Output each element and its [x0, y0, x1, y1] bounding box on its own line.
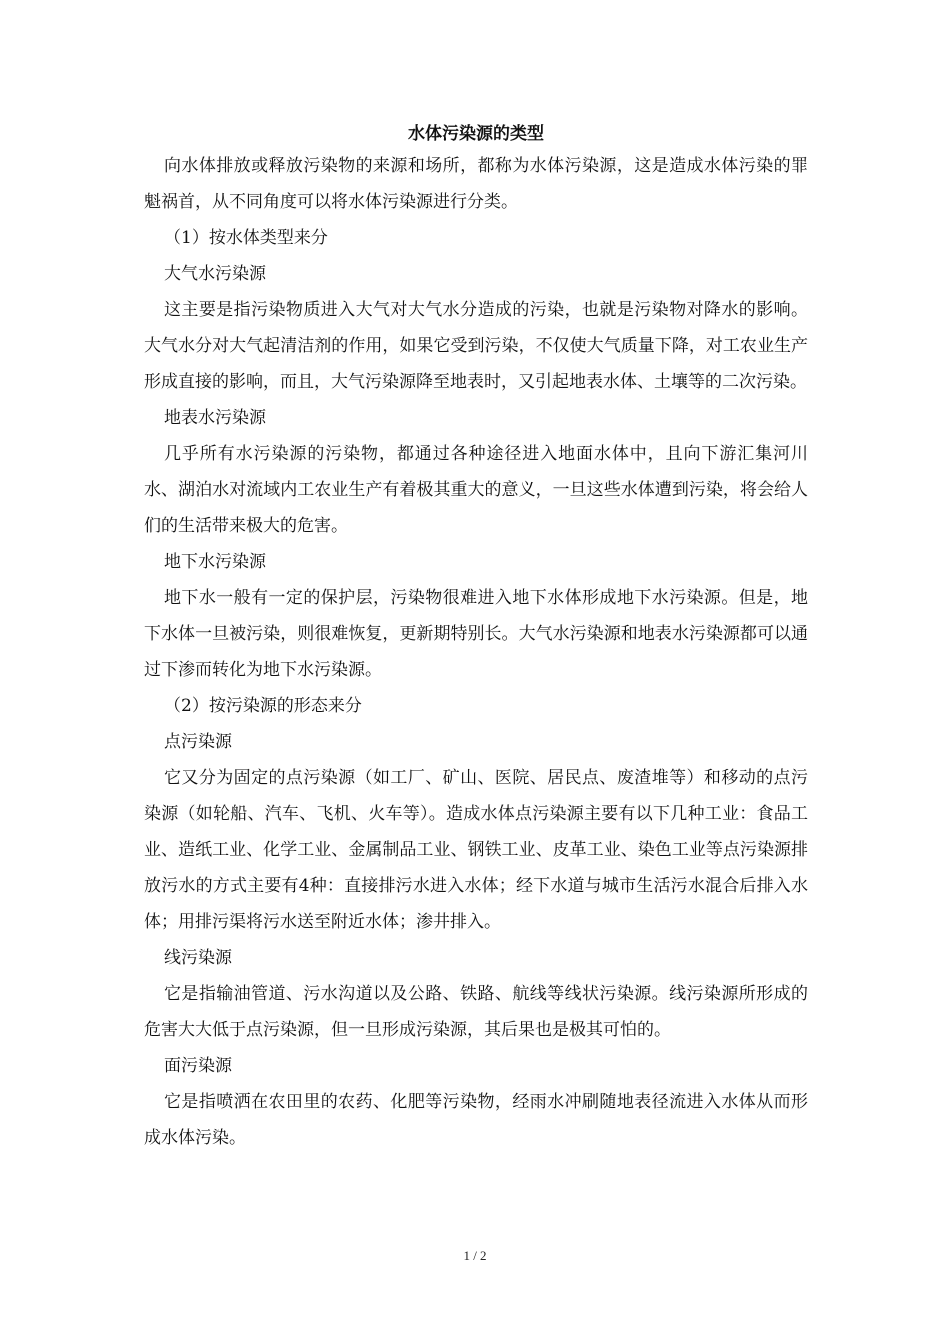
paragraph-atmospheric-water: 这主要是指污染物质进入大气对大气水分造成的污染，也就是污染物对降水的影响。大气水分对大气起清洁剂的作用，如果它受到污染，不仅使大气质量下降，对工农业生产形成直接的影响，而且，大气污染源降至地表时，又引起地表水体、土壤等的二次污染。	[144, 300, 808, 392]
subheading-groundwater: 地下水污染源	[164, 552, 266, 572]
subheading-surface-water: 地表水污染源	[164, 408, 266, 428]
document-body	[144, 120, 808, 1156]
subheading-line-source: 线污染源	[164, 948, 232, 968]
page-number: 1 / 2	[463, 1248, 487, 1263]
paragraph-surface-water: 几乎所有水污染源的污染物，都通过各种途径进入地面水体中，且向下游汇集河川水、湖泊水对流域内工农业生产有着极其重大的意义，一旦这些水体遭到污染，将会给人们的生活带来极大的危害。	[144, 444, 808, 536]
paragraph-line-source: 它是指输油管道、污水沟道以及公路、铁路、航线等线状污染源。线污染源所形成的危害大大低于点污染源，但一旦形成污染源，其后果也是极其可怕的。	[144, 984, 808, 1040]
paragraph-groundwater: 地下水一般有一定的保护层，污染物很难进入地下水体形成地下水污染源。但是，地下水体一旦被污染，则很难恢复，更新期特别长。大气水污染源和地表水污染源都可以通过下渗而转化为地下水污染源。	[144, 588, 808, 680]
paragraph-area-source: 它是指喷洒在农田里的农药、化肥等污染物，经雨水冲刷随地表径流进入水体从而形成水体污染。	[144, 1092, 808, 1148]
section-heading-source-form: （2）按污染源的形态来分	[164, 696, 362, 716]
subheading-area-source: 面污染源	[164, 1056, 232, 1076]
section-heading-water-type: （1）按水体类型来分	[164, 228, 328, 248]
document-title: 水体污染源的类型	[408, 124, 544, 144]
paragraph-point-source: 它又分为固定的点污染源（如工厂、矿山、医院、居民点、废渣堆等）和移动的点污染源（如轮船、汽车、飞机、火车等）。造成水体点污染源主要有以下几种工业：食品工业、造纸工业、化学工业、金属制品工业、钢铁工业、皮革工业、染色工业等点污染源排放污水的方式主要有4种：直接排污水进入水体；经下水道与城市生活污水混合后排入水体；用排污渠将污水送至附近水体；渗井排入。	[144, 768, 808, 932]
subheading-point-source: 点污染源	[164, 732, 232, 752]
paragraph-intro: 向水体排放或释放污染物的来源和场所，都称为水体污染源，这是造成水体污染的罪魁祸首，从不同角度可以将水体污染源进行分类。	[144, 156, 808, 212]
subheading-atmospheric-water: 大气水污染源	[164, 264, 266, 284]
